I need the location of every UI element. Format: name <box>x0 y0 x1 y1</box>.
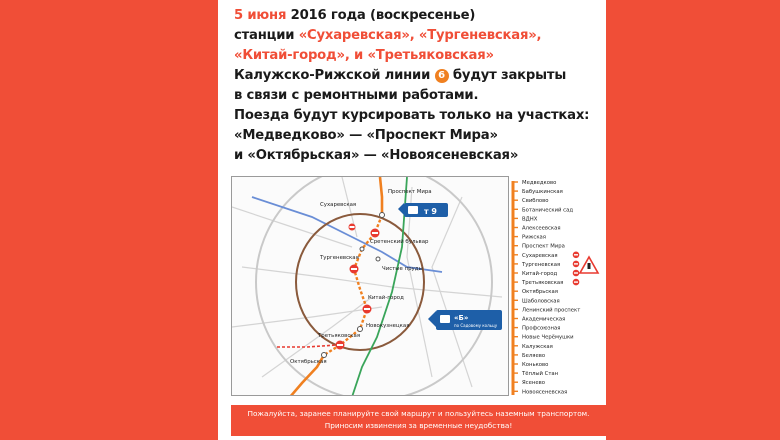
station-name: Проспект Мира <box>522 243 565 250</box>
station-closed-bar <box>574 263 578 264</box>
station-name: Новоясеневская <box>522 389 568 396</box>
station-list-svg <box>506 177 606 399</box>
closure-year: 2016 года (воскресенье) <box>286 8 476 23</box>
headline-line-5: в связи с ремонтными работами. <box>234 88 479 103</box>
label-novokuznetskaya: Новокузнецкая <box>366 323 410 329</box>
repair-sign <box>580 257 598 273</box>
bus-t9-badge <box>398 203 448 217</box>
label-turgenevskaya: Тургеневская <box>320 255 359 261</box>
orange-line-north <box>380 177 382 215</box>
bus-t9-label: т 9 <box>424 207 437 216</box>
label-sukharevskaya: Сухаревская <box>320 202 357 208</box>
station-name: Коньково <box>522 362 549 368</box>
station-items <box>513 180 580 395</box>
station-name: Шаболовская <box>522 298 560 305</box>
headline-line-2 <box>234 26 604 46</box>
stations-prefix: станции <box>234 28 299 43</box>
station-name: Тёплый Стан <box>522 371 559 378</box>
label-chistye-prudy: Чистые пруды <box>382 266 423 272</box>
headline-line-6: Поезда будут курсировать только на участках: <box>234 108 590 123</box>
bus-b-badge <box>428 310 502 330</box>
dot-oktyabrskaya <box>322 353 327 358</box>
station-name: Калужская <box>522 343 553 350</box>
closed-bar-5 <box>350 226 355 228</box>
station-name: Академическая <box>522 316 566 323</box>
notice-poster <box>218 0 606 440</box>
station-name: Бабушкинская <box>522 189 563 196</box>
closed-bar-2 <box>351 268 357 270</box>
trolley-icon <box>440 315 450 323</box>
label-sretensky: Сретенский бульвар <box>370 239 429 245</box>
station-name: Сухаревская <box>522 252 558 259</box>
footer-banner <box>231 405 606 436</box>
bg-line-f <box>232 307 382 327</box>
station-name: Рижская <box>522 234 546 241</box>
station-closed-bar <box>574 254 578 255</box>
bg-line-b <box>242 267 502 297</box>
closed-bar-3 <box>364 308 370 310</box>
metro-map-svg <box>232 177 509 396</box>
dot-novokuznetskaya <box>358 327 363 332</box>
line-6-station-list <box>506 177 606 399</box>
footer-line-1: Пожалуйста, заранее планируйте свой маршрут и пользуйтесь наземным транспортом. <box>247 409 590 418</box>
headline <box>234 6 604 166</box>
headline-line-8: и «Октябрьская» — «Новоясеневская» <box>234 148 519 163</box>
closed-bar-1 <box>372 232 378 234</box>
bus-b-label: «Б» <box>454 314 469 322</box>
line-6-badge: 6 <box>435 69 449 83</box>
station-name: Медведково <box>522 180 557 186</box>
bus-b-caption: по Садовому кольцу <box>454 323 498 328</box>
station-name: Октябрьская <box>522 289 558 296</box>
station-name: Ленинский проспект <box>522 307 581 314</box>
dot-chistye-prudy <box>376 257 380 261</box>
headline-line-4 <box>234 66 604 86</box>
label-oktyabrskaya: Октябрьская <box>290 359 327 365</box>
dot-prospekt-mira <box>380 213 385 218</box>
closure-date: 5 июня <box>234 8 287 23</box>
station-name: ВДНХ <box>522 216 538 223</box>
label-prospekt-mira: Проспект Мира <box>388 189 432 195</box>
station-name: Профсоюзная <box>522 325 561 332</box>
headline-line-1 <box>234 6 604 26</box>
station-name: Свиблово <box>522 198 549 205</box>
station-closed-bar <box>574 272 578 273</box>
station-name: Беляево <box>522 352 546 359</box>
station-name: Ботанический сад <box>522 207 574 214</box>
headline-line-7: «Медведково» — «Проспект Мира» <box>234 128 498 143</box>
station-name: Третьяковская <box>522 280 564 287</box>
station-name: Тургеневская <box>522 261 561 268</box>
closed-stations-2: «Китай-город», и «Третьяковская» <box>234 48 494 63</box>
station-closed-bar <box>574 281 578 282</box>
closed-bar-4 <box>337 344 343 346</box>
bus-b-pointer <box>428 311 436 327</box>
closed-stations-1: «Сухаревская», «Тургеневская», <box>298 28 542 43</box>
bus-icon <box>408 206 418 214</box>
station-name: Новые Черёмушки <box>522 334 574 341</box>
label-tretyakovskaya: Третьяковская <box>318 333 361 339</box>
station-name: Ясенево <box>522 380 545 387</box>
bus-t9-pointer <box>398 203 404 215</box>
label-kitay-gorod: Китай-город <box>368 295 404 301</box>
station-name: Алексеевская <box>522 225 561 232</box>
will-be-closed: будут закрыты <box>448 68 567 83</box>
metro-map <box>231 176 509 396</box>
station-name: Китай-город <box>522 271 558 277</box>
repair-sign-figure <box>588 263 591 269</box>
footer-line-2: Приносим извинения за временные неудобства! <box>324 421 513 430</box>
dot-sretensky <box>360 247 364 251</box>
line-name: Калужско-Рижской линии <box>234 68 435 83</box>
